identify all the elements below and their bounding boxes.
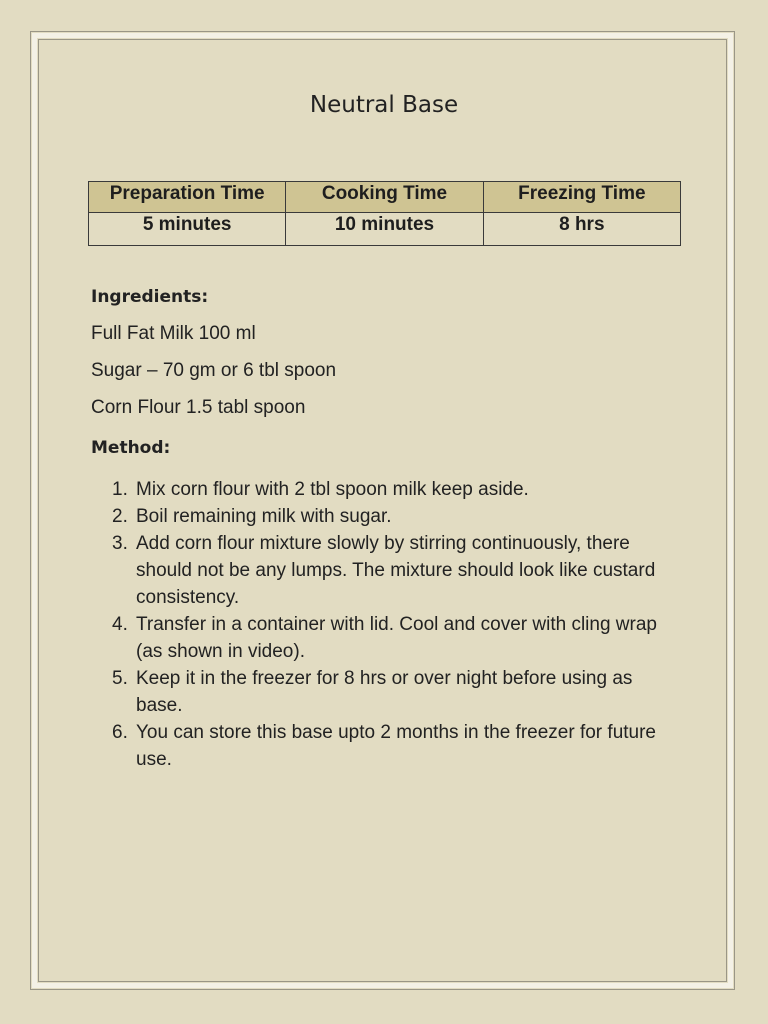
step-number: 1. [112, 479, 128, 500]
recipe-title: Neutral Base [309, 92, 459, 118]
step-number: 6. [112, 722, 128, 743]
method-step [112, 665, 676, 719]
times-header-row [89, 182, 681, 213]
step-number: 4. [112, 614, 128, 635]
method-step [112, 476, 676, 503]
step-text: Keep it in the freezer for 8 hrs or over night before using as base. [136, 668, 633, 716]
step-number: 5. [112, 668, 128, 689]
times-value-row [89, 213, 681, 246]
step-text: You can store this base upto 2 months in the freezer for future use. [136, 722, 656, 770]
method-step [112, 503, 676, 530]
value-preparation-time: 5 minutes [89, 213, 286, 246]
step-text: Add corn flour mixture slowly by stirring continuously, there should not be any lumps. The mixture should look like custard consistency. [136, 533, 656, 608]
ingredient-item: Sugar – 70 gm or 6 tbl spoon [91, 360, 337, 381]
ingredient-item: Full Fat Milk 100 ml [91, 323, 256, 344]
method-steps-list [112, 476, 676, 773]
ingredients-heading: Ingredients: [91, 287, 209, 307]
step-text: Boil remaining milk with sugar. [136, 506, 392, 527]
header-freezing-time: Freezing Time [483, 182, 680, 213]
step-text: Transfer in a container with lid. Cool and cover with cling wrap (as shown in video). [136, 614, 657, 662]
header-preparation-time: Preparation Time [89, 182, 286, 213]
method-step [112, 719, 676, 773]
step-number: 3. [112, 533, 128, 554]
header-cooking-time: Cooking Time [286, 182, 483, 213]
value-cooking-time: 10 minutes [286, 213, 483, 246]
times-table [88, 181, 681, 246]
method-step [112, 530, 676, 611]
value-freezing-time: 8 hrs [483, 213, 680, 246]
step-text: Mix corn flour with 2 tbl spoon milk keep aside. [136, 479, 529, 500]
ingredient-item: Corn Flour 1.5 tabl spoon [91, 397, 306, 418]
method-heading: Method: [91, 438, 171, 458]
step-number: 2. [112, 506, 128, 527]
method-step [112, 611, 676, 665]
